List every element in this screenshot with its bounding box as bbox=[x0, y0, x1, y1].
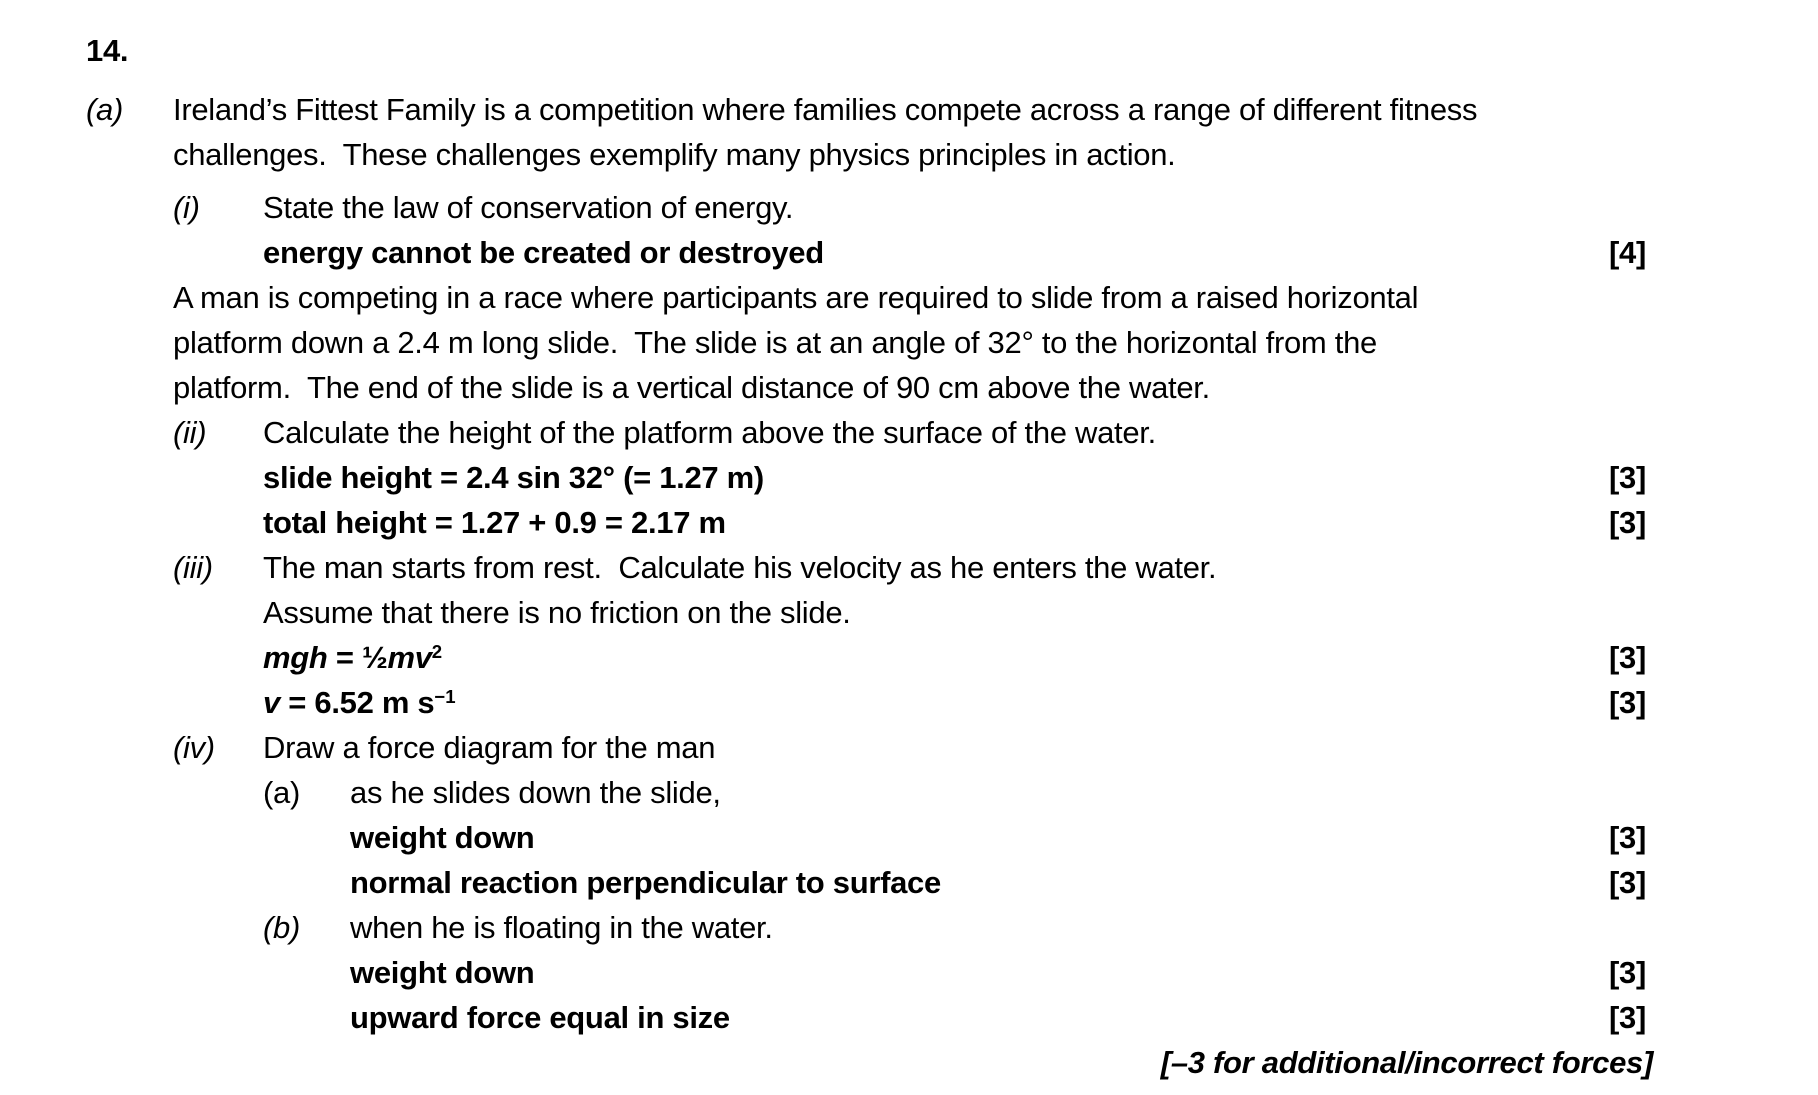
marks-badge: [3] bbox=[1609, 505, 1646, 540]
marks-badge: [3] bbox=[1609, 1000, 1646, 1035]
answer-line bbox=[0, 455, 1818, 500]
marks-badge: [3] bbox=[1609, 460, 1646, 495]
answer-text bbox=[263, 680, 456, 729]
stem-text-line bbox=[0, 87, 1818, 132]
stem-text-line bbox=[0, 365, 1818, 410]
question-text-line bbox=[0, 905, 1818, 950]
question-text-line bbox=[0, 590, 1818, 635]
stem-text-line bbox=[0, 320, 1818, 365]
marks-badge: [3] bbox=[1609, 640, 1646, 675]
question-number bbox=[0, 28, 1818, 73]
marks-badge: [3] bbox=[1609, 685, 1646, 720]
question-text-line bbox=[0, 770, 1818, 815]
formula-segment: mv bbox=[387, 640, 432, 675]
answer-text bbox=[263, 635, 442, 684]
line-text: platform down a 2.4 m long slide. The slide is at an angle of 32° to the horizontal from the bbox=[173, 325, 1377, 360]
answer-text: normal reaction perpendicular to surface bbox=[350, 865, 941, 900]
line-text: as he slides down the slide, bbox=[350, 775, 721, 810]
line-text: A man is competing in a race where participants are required to slide from a raised horizontal bbox=[173, 280, 1419, 315]
item-label: (i) bbox=[173, 190, 200, 225]
stem-text-line bbox=[0, 132, 1818, 177]
question-text-line bbox=[0, 185, 1818, 230]
deduction-note bbox=[0, 1040, 1818, 1085]
answer-text: weight down bbox=[350, 820, 535, 855]
answer-text: upward force equal in size bbox=[350, 1000, 730, 1035]
line-text: Ireland’s Fittest Family is a competition where families compete across a range of different fitness bbox=[173, 92, 1478, 127]
line-text: platform. The end of the slide is a vertical distance of 90 cm above the water. bbox=[173, 370, 1210, 405]
line-text: Assume that there is no friction on the slide. bbox=[263, 595, 851, 630]
answer-text: energy cannot be created or destroyed bbox=[263, 235, 824, 270]
item-label: (a) bbox=[86, 92, 123, 127]
marks-badge: [3] bbox=[1609, 955, 1646, 990]
item-label: (iv) bbox=[173, 730, 215, 765]
answer-line bbox=[0, 230, 1818, 275]
line-text: State the law of conservation of energy. bbox=[263, 190, 794, 225]
line-text: Calculate the height of the platform above the surface of the water. bbox=[263, 415, 1156, 450]
line-text: Draw a force diagram for the man bbox=[263, 730, 716, 765]
item-label: (a) bbox=[263, 775, 300, 810]
answer-text: total height = 1.27 + 0.9 = 2.17 m bbox=[263, 505, 726, 540]
marks-badge: [4] bbox=[1609, 235, 1646, 270]
line-text: challenges. These challenges exemplify many physics principles in action. bbox=[173, 137, 1176, 172]
formula-segment: = ½ bbox=[327, 640, 388, 675]
answer-line bbox=[0, 860, 1818, 905]
formula-segment: v bbox=[263, 685, 280, 720]
stem-text-line bbox=[0, 275, 1818, 320]
answer-line bbox=[0, 500, 1818, 545]
answer-line bbox=[0, 635, 1818, 680]
line-text: when he is floating in the water. bbox=[350, 910, 773, 945]
item-label: (iii) bbox=[173, 550, 213, 585]
line-text: 14. bbox=[86, 33, 129, 68]
question-text-line bbox=[0, 725, 1818, 770]
formula-segment: = 6.52 m s bbox=[279, 685, 435, 720]
question-text-line bbox=[0, 410, 1818, 455]
marks-badge: [3] bbox=[1609, 820, 1646, 855]
item-label: (b) bbox=[263, 910, 300, 945]
answer-text: weight down bbox=[350, 955, 535, 990]
line-text: The man starts from rest. Calculate his velocity as he enters the water. bbox=[263, 550, 1217, 585]
answer-text: slide height = 2.4 sin 32° (= 1.27 m) bbox=[263, 460, 764, 495]
formula-segment: mgh bbox=[263, 640, 328, 675]
answer-line bbox=[0, 680, 1818, 725]
formula-segment: 2 bbox=[431, 640, 443, 662]
marks-badge: [3] bbox=[1609, 865, 1646, 900]
item-label: (ii) bbox=[173, 415, 207, 450]
answer-line bbox=[0, 995, 1818, 1040]
answer-line bbox=[0, 815, 1818, 860]
formula-segment: −1 bbox=[434, 685, 456, 707]
answer-line bbox=[0, 950, 1818, 995]
line-text: [–3 for additional/incorrect forces] bbox=[1160, 1045, 1653, 1080]
question-text-line bbox=[0, 545, 1818, 590]
